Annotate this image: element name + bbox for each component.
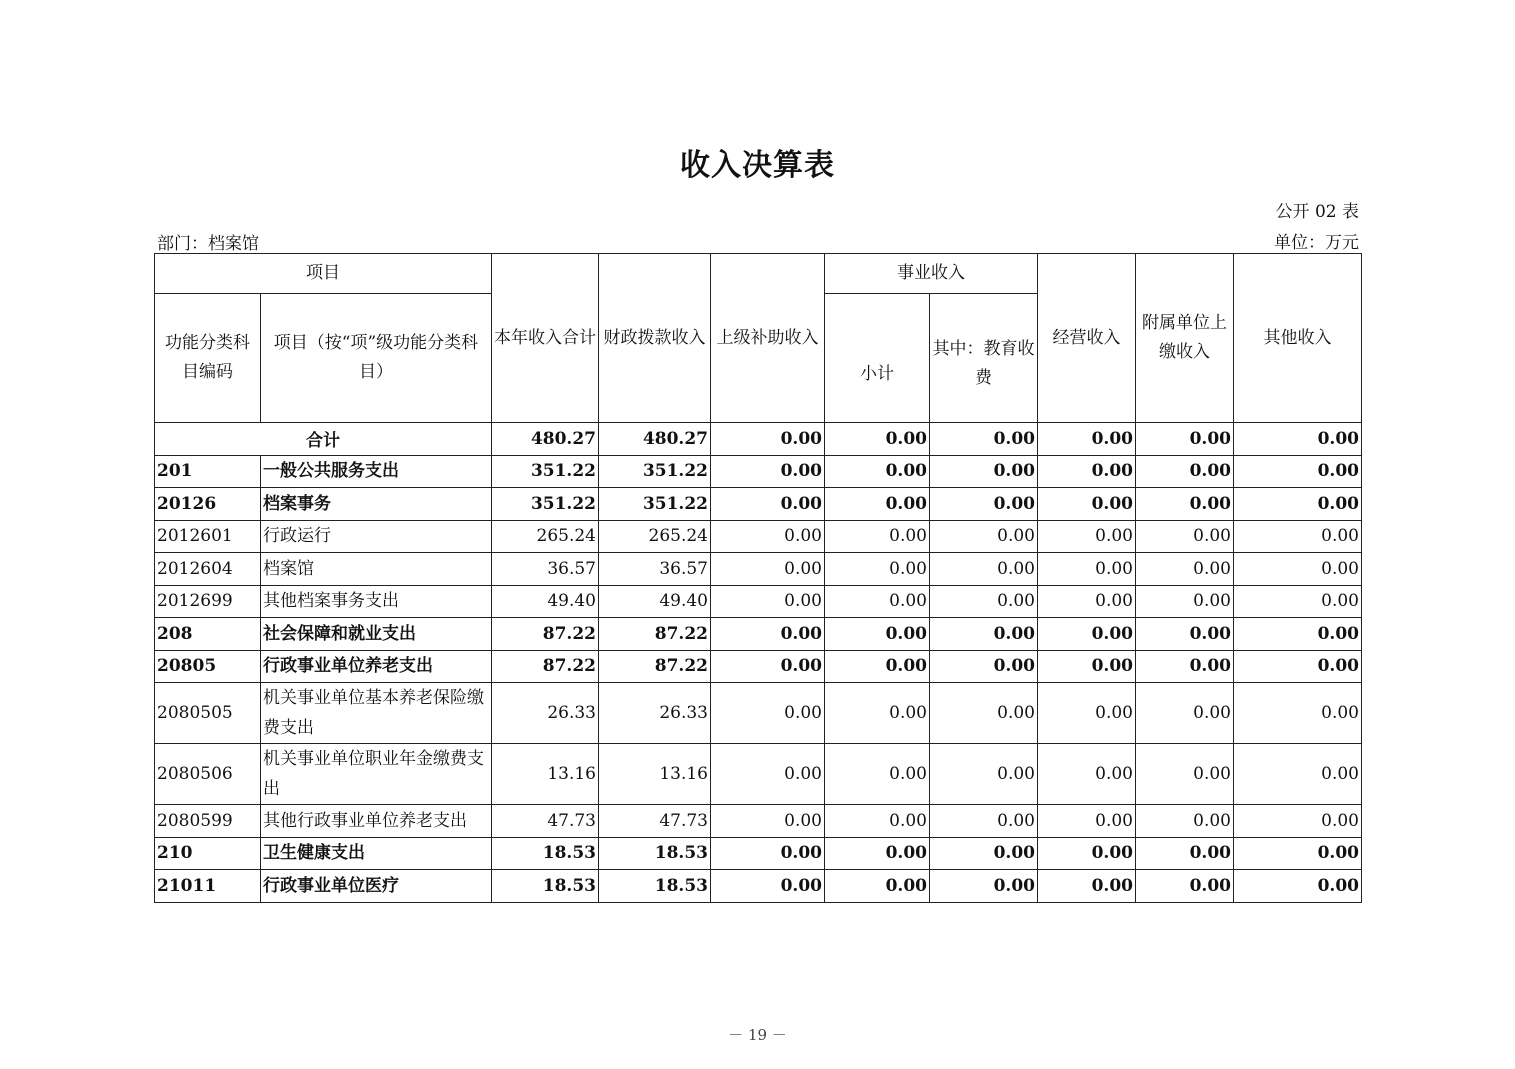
cell-education: 0.00 <box>930 837 1038 870</box>
unit-label: 单位：万元 <box>1274 233 1359 253</box>
cell-operating: 0.00 <box>1038 650 1136 683</box>
cell-subtotal: 0.00 <box>825 744 930 805</box>
cell-subtotal: 0.00 <box>825 455 930 488</box>
cell-fiscal: 87.22 <box>599 650 711 683</box>
cell-operating: 0.00 <box>1038 744 1136 805</box>
cell-other: 0.00 <box>1234 520 1362 553</box>
cell-affiliated: 0.00 <box>1136 520 1234 553</box>
cell-name: 机关事业单位职业年金缴费支出 <box>261 744 492 805</box>
total-row <box>155 423 1362 456</box>
cell-total-income: 351.22 <box>492 455 599 488</box>
cell-fiscal: 13.16 <box>599 744 711 805</box>
cell-code: 2012699 <box>155 585 261 618</box>
cell-subtotal: 0.00 <box>825 870 930 903</box>
cell-name: 行政运行 <box>261 520 492 553</box>
cell-subtotal: 0.00 <box>825 488 930 521</box>
header-subtotal: 小计 <box>825 294 930 423</box>
cell-superior: 0.00 <box>711 650 825 683</box>
department-label: 部门：档案馆 <box>157 234 259 254</box>
cell-education: 0.00 <box>930 585 1038 618</box>
table-row <box>155 650 1362 683</box>
cell-subtotal: 0.00 <box>825 683 930 744</box>
cell-education: 0.00 <box>930 618 1038 651</box>
cell-superior: 0.00 <box>711 553 825 586</box>
cell-code: 20126 <box>155 488 261 521</box>
cell-fiscal: 49.40 <box>599 585 711 618</box>
cell-affiliated: 0.00 <box>1136 744 1234 805</box>
cell-code: 210 <box>155 837 261 870</box>
cell-total-income: 351.22 <box>492 488 599 521</box>
cell-code: 2080599 <box>155 805 261 838</box>
cell-subtotal: 0.00 <box>825 837 930 870</box>
cell-total-income: 49.40 <box>492 585 599 618</box>
table-row <box>155 553 1362 586</box>
cell-other: 0.00 <box>1234 650 1362 683</box>
cell-affiliated: 0.00 <box>1136 585 1234 618</box>
cell-total-income: 480.27 <box>492 423 599 456</box>
cell-affiliated: 0.00 <box>1136 488 1234 521</box>
cell-superior: 0.00 <box>711 744 825 805</box>
cell-other: 0.00 <box>1234 837 1362 870</box>
cell-education: 0.00 <box>930 520 1038 553</box>
cell-operating: 0.00 <box>1038 423 1136 456</box>
cell-affiliated: 0.00 <box>1136 650 1234 683</box>
cell-code: 201 <box>155 455 261 488</box>
cell-other: 0.00 <box>1234 744 1362 805</box>
cell-operating: 0.00 <box>1038 837 1136 870</box>
header-other-income: 其他收入 <box>1234 254 1362 423</box>
cell-operating: 0.00 <box>1038 553 1136 586</box>
cell-fiscal: 18.53 <box>599 870 711 903</box>
cell-total-income: 47.73 <box>492 805 599 838</box>
table-number: 公开 02 表 <box>1275 202 1359 222</box>
table-row <box>155 870 1362 903</box>
cell-operating: 0.00 <box>1038 683 1136 744</box>
cell-fiscal: 26.33 <box>599 683 711 744</box>
cell-affiliated: 0.00 <box>1136 553 1234 586</box>
header-superior-subsidy: 上级补助收入 <box>711 254 825 423</box>
header-education-fees: 其中：教育收费 <box>930 294 1038 423</box>
cell-other: 0.00 <box>1234 870 1362 903</box>
cell-superior: 0.00 <box>711 805 825 838</box>
cell-other: 0.00 <box>1234 423 1362 456</box>
cell-other: 0.00 <box>1234 488 1362 521</box>
cell-code: 21011 <box>155 870 261 903</box>
cell-superior: 0.00 <box>711 488 825 521</box>
header-total-income: 本年收入合计 <box>492 254 599 423</box>
cell-total-income: 87.22 <box>492 618 599 651</box>
cell-code: 2080505 <box>155 683 261 744</box>
cell-fiscal: 47.73 <box>599 805 711 838</box>
cell-fiscal: 87.22 <box>599 618 711 651</box>
cell-name: 卫生健康支出 <box>261 837 492 870</box>
cell-fiscal: 36.57 <box>599 553 711 586</box>
cell-other: 0.00 <box>1234 585 1362 618</box>
cell-code: 2012604 <box>155 553 261 586</box>
cell-subtotal: 0.00 <box>825 553 930 586</box>
cell-other: 0.00 <box>1234 805 1362 838</box>
table-row <box>155 585 1362 618</box>
cell-education: 0.00 <box>930 805 1038 838</box>
table-row <box>155 455 1362 488</box>
header-function-code: 功能分类科目编码 <box>155 294 261 423</box>
cell-superior: 0.00 <box>711 423 825 456</box>
cell-subtotal: 0.00 <box>825 650 930 683</box>
cell-superior: 0.00 <box>711 870 825 903</box>
cell-name: 社会保障和就业支出 <box>261 618 492 651</box>
cell-name: 行政事业单位医疗 <box>261 870 492 903</box>
cell-code: 20805 <box>155 650 261 683</box>
cell-total-income: 26.33 <box>492 683 599 744</box>
cell-total-income: 18.53 <box>492 837 599 870</box>
cell-code: 2080506 <box>155 744 261 805</box>
cell-other: 0.00 <box>1234 553 1362 586</box>
cell-superior: 0.00 <box>711 837 825 870</box>
cell-affiliated: 0.00 <box>1136 423 1234 456</box>
cell-education: 0.00 <box>930 683 1038 744</box>
cell-name: 档案事务 <box>261 488 492 521</box>
cell-name: 档案馆 <box>261 553 492 586</box>
cell-total-income: 265.24 <box>492 520 599 553</box>
cell-fiscal: 351.22 <box>599 455 711 488</box>
cell-subtotal: 0.00 <box>825 585 930 618</box>
table-row <box>155 805 1362 838</box>
cell-total-income: 13.16 <box>492 744 599 805</box>
header-affiliated-income: 附属单位上缴收入 <box>1136 254 1234 423</box>
cell-affiliated: 0.00 <box>1136 805 1234 838</box>
cell-fiscal: 265.24 <box>599 520 711 553</box>
cell-subtotal: 0.00 <box>825 618 930 651</box>
page-title: 收入决算表 <box>680 148 835 183</box>
cell-superior: 0.00 <box>711 683 825 744</box>
cell-operating: 0.00 <box>1038 618 1136 651</box>
cell-affiliated: 0.00 <box>1136 618 1234 651</box>
cell-education: 0.00 <box>930 553 1038 586</box>
cell-other: 0.00 <box>1234 618 1362 651</box>
cell-subtotal: 0.00 <box>825 520 930 553</box>
cell-superior: 0.00 <box>711 618 825 651</box>
cell-superior: 0.00 <box>711 520 825 553</box>
header-business-income: 事业收入 <box>825 254 1038 294</box>
header-item: 项目 <box>155 254 492 294</box>
cell-affiliated: 0.00 <box>1136 455 1234 488</box>
cell-other: 0.00 <box>1234 455 1362 488</box>
cell-total-income: 87.22 <box>492 650 599 683</box>
table-row <box>155 837 1362 870</box>
cell-total-income: 18.53 <box>492 870 599 903</box>
cell-education: 0.00 <box>930 870 1038 903</box>
cell-education: 0.00 <box>930 423 1038 456</box>
cell-affiliated: 0.00 <box>1136 870 1234 903</box>
cell-code: 208 <box>155 618 261 651</box>
cell-operating: 0.00 <box>1038 805 1136 838</box>
cell-affiliated: 0.00 <box>1136 837 1234 870</box>
cell-operating: 0.00 <box>1038 585 1136 618</box>
table-row <box>155 618 1362 651</box>
cell-operating: 0.00 <box>1038 520 1136 553</box>
cell-total-income: 36.57 <box>492 553 599 586</box>
cell-operating: 0.00 <box>1038 488 1136 521</box>
cell-name: 行政事业单位养老支出 <box>261 650 492 683</box>
cell-operating: 0.00 <box>1038 870 1136 903</box>
cell-superior: 0.00 <box>711 585 825 618</box>
cell-name: 一般公共服务支出 <box>261 455 492 488</box>
header-operating-income: 经营收入 <box>1038 254 1136 423</box>
cell-subtotal: 0.00 <box>825 805 930 838</box>
table-row <box>155 520 1362 553</box>
cell-name: 其他档案事务支出 <box>261 585 492 618</box>
cell-fiscal: 18.53 <box>599 837 711 870</box>
income-final-accounts-table <box>154 253 1362 903</box>
cell-fiscal: 480.27 <box>599 423 711 456</box>
cell-subtotal: 0.00 <box>825 423 930 456</box>
page-number: － 19 － <box>728 1026 787 1044</box>
cell-education: 0.00 <box>930 488 1038 521</box>
cell-education: 0.00 <box>930 650 1038 683</box>
table-row <box>155 488 1362 521</box>
cell-code: 2012601 <box>155 520 261 553</box>
cell-name: 机关事业单位基本养老保险缴费支出 <box>261 683 492 744</box>
total-label: 合计 <box>155 423 492 456</box>
cell-operating: 0.00 <box>1038 455 1136 488</box>
header-fiscal-appropriation: 财政拨款收入 <box>599 254 711 423</box>
cell-superior: 0.00 <box>711 455 825 488</box>
cell-other: 0.00 <box>1234 683 1362 744</box>
table-row <box>155 683 1362 744</box>
cell-education: 0.00 <box>930 455 1038 488</box>
header-item-name: 项目（按“项”级功能分类科目） <box>261 294 492 423</box>
cell-education: 0.00 <box>930 744 1038 805</box>
cell-name: 其他行政事业单位养老支出 <box>261 805 492 838</box>
table-row <box>155 744 1362 805</box>
cell-affiliated: 0.00 <box>1136 683 1234 744</box>
cell-fiscal: 351.22 <box>599 488 711 521</box>
